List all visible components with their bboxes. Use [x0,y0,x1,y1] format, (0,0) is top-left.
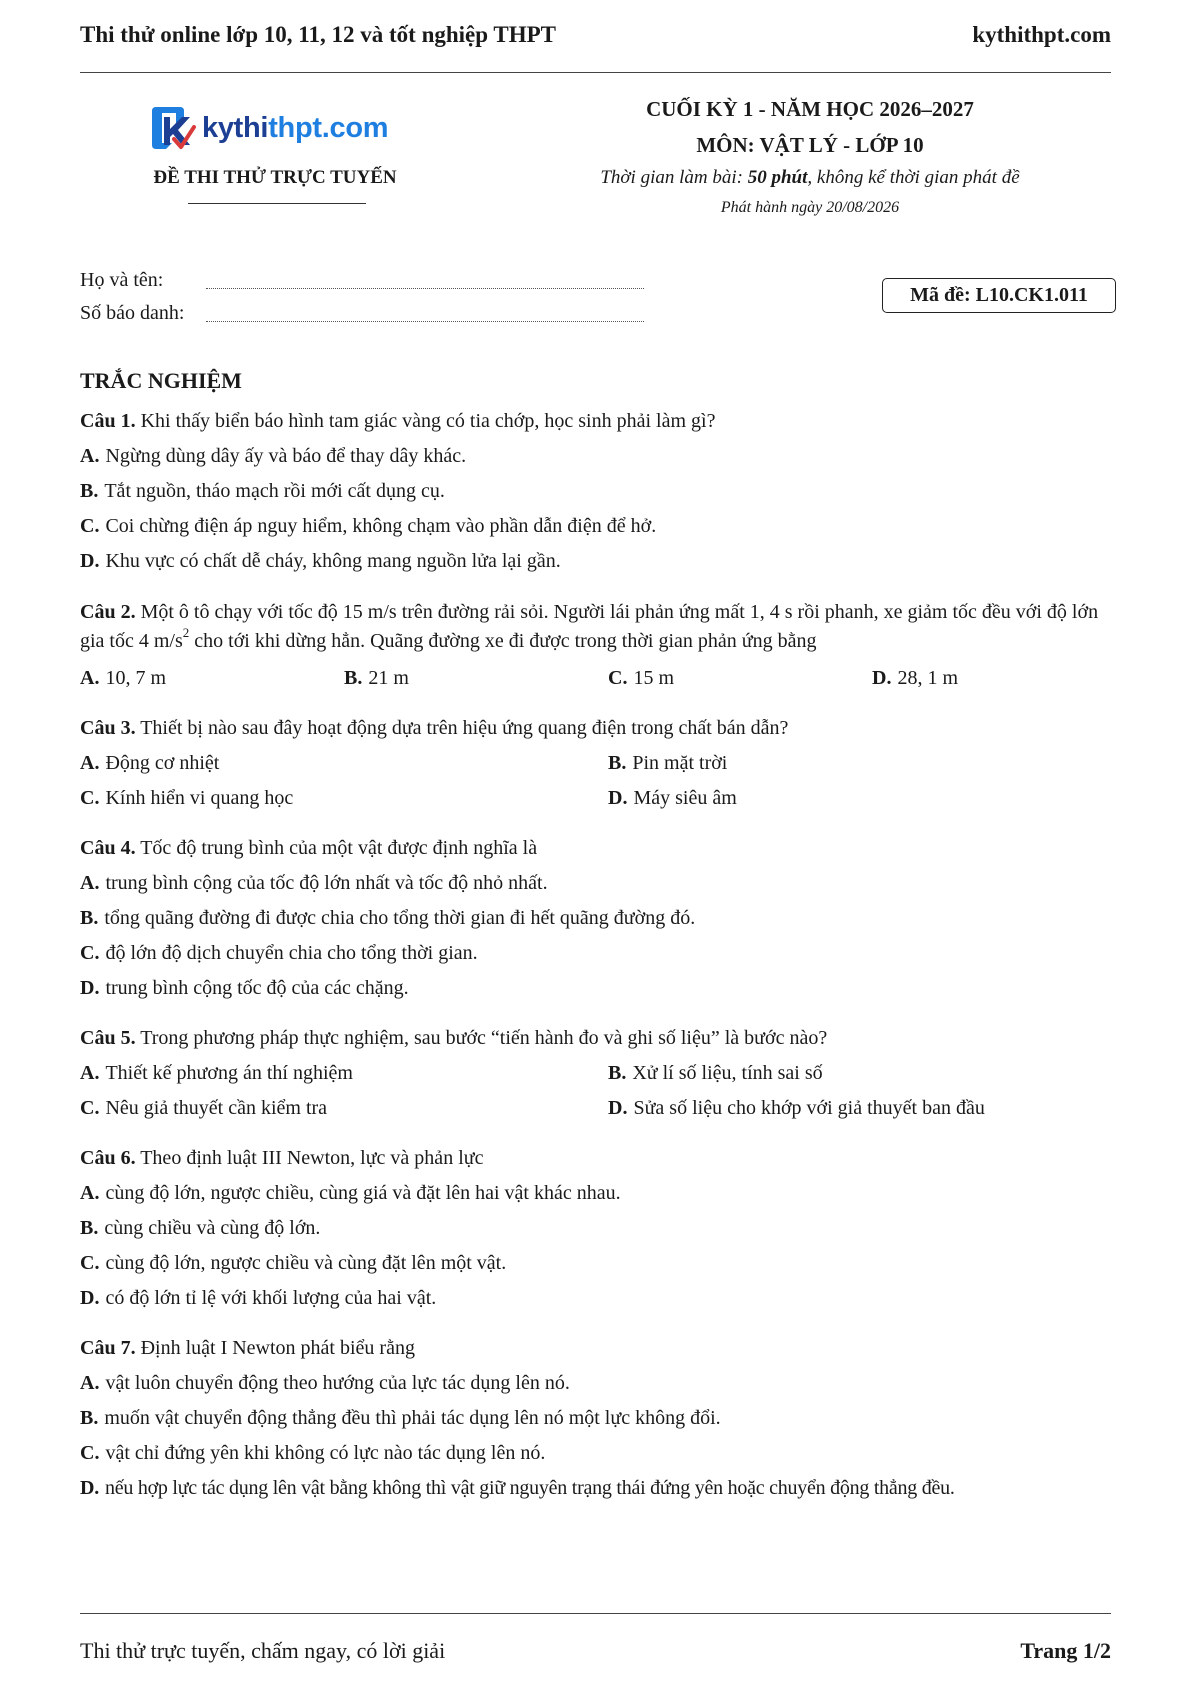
answer-option[interactable] [344,665,608,691]
exam-kind-underline [188,203,366,204]
header-site-name: kythithpt.com [972,22,1111,47]
question-stem [80,1145,1120,1171]
option-label: D. [80,977,100,999]
question-number: Câu 4. [80,837,136,859]
header-left-text: Thi thử online lớp 10, 11, 12 và tốt nghiệp THPT [80,22,556,47]
option-label: D. [872,667,892,689]
question-3 [80,715,1120,811]
answer-option[interactable] [80,1370,1120,1396]
answer-option[interactable] [80,1180,1120,1206]
question-5 [80,1025,1120,1121]
answer-option[interactable] [80,443,1120,469]
answer-option[interactable] [608,785,1120,811]
answer-option[interactable] [80,1475,1120,1501]
question-number: Câu 5. [80,1027,136,1049]
option-label: C. [80,515,100,537]
answer-option[interactable] [80,1060,608,1086]
answer-option[interactable] [80,750,608,776]
footer-tagline: Thi thử trực tuyến, chấm ngay, có lời giải [80,1638,446,1663]
question-stem [80,835,1120,861]
question-stem [80,408,1120,434]
question-stem [80,1025,1120,1051]
question-number: Câu 6. [80,1147,136,1169]
exam-duration-suffix: , không kể thời gian phát đề [807,167,1020,188]
option-text: tổng quãng đường đi được chia cho tổng thời gian đi hết quãng đường đó. [104,907,696,929]
option-text: Kính hiển vi quang học [105,787,294,809]
question-number: Câu 3. [80,717,136,739]
option-label: B. [80,907,99,929]
answer-option[interactable] [80,1285,1120,1311]
question-text: Khi thấy biển báo hình tam giác vàng có tia chớp, học sinh phải làm gì? [140,410,716,432]
question-6 [80,1145,1120,1311]
option-text: vật luôn chuyển động theo hướng của lực tác dụng lên nó. [105,1372,570,1394]
candidate-id-dotted-line[interactable] [206,297,644,322]
option-text: trung bình cộng tốc độ của các chặng. [105,977,409,999]
option-text: 28, 1 m [897,667,959,689]
option-label: A. [80,1182,100,1204]
header-divider [80,72,1111,73]
option-text: Coi chừng điện áp nguy hiểm, không chạm vào phần dẫn điện để hở. [105,515,657,537]
option-label: B. [80,1407,99,1429]
exam-subject: MÔN: VẬT LÝ - LỚP 10 [696,133,924,157]
question-4 [80,835,1120,1001]
question-number: Câu 1. [80,410,136,432]
option-label: B. [608,752,627,774]
option-label: A. [80,445,100,467]
answer-option[interactable] [80,905,1120,931]
candidate-name-label: Họ và tên: [80,269,164,291]
option-text: Khu vực có chất dễ cháy, không mang nguồn lửa lại gần. [105,550,561,572]
exam-duration-value: 50 phút [747,167,808,188]
option-label: D. [80,550,100,572]
answer-option[interactable] [80,975,1120,1001]
footer-divider [80,1613,1111,1614]
answer-option[interactable] [80,1405,1120,1431]
answer-option[interactable] [608,665,872,691]
option-text: 15 m [633,667,675,689]
question-text: Tốc độ trung bình của một vật được định nghĩa là [140,837,538,859]
question-stem [80,715,1120,741]
option-text: Máy siêu âm [633,787,737,809]
exam-content [80,368,1120,1510]
option-label: A. [80,1062,100,1084]
option-label: D. [80,1287,100,1309]
option-text: muốn vật chuyển động thẳng đều thì phải tác dụng lên nó một lực không đổi. [104,1407,721,1429]
kythithpt-logo-icon [150,103,196,153]
question-text-superscript: 2 [182,625,190,641]
answer-option[interactable] [80,513,1120,539]
option-text: Động cơ nhiệt [105,752,220,774]
option-text: Thiết kế phương án thí nghiệm [105,1062,353,1084]
exam-info-block [510,96,1110,218]
exam-kind-label: ĐỀ THI THỬ TRỰC TUYẾN [153,167,397,188]
section-title: TRẮC NGHIỆM [80,368,242,393]
page-number: Trang 1/2 [1020,1638,1111,1663]
option-label: B. [344,667,363,689]
option-text: trung bình cộng của tốc độ lớn nhất và tốc độ nhỏ nhất. [105,872,548,894]
logo-text-part1: kythi [202,111,269,144]
answer-option[interactable] [608,1060,1120,1086]
candidate-name-dotted-line[interactable] [206,264,644,289]
option-label: D. [608,1097,628,1119]
option-text: Tắt nguồn, tháo mạch rồi mới cất dụng cụ. [104,480,445,502]
question-1 [80,408,1120,574]
question-text: Theo định luật III Newton, lực và phản lực [140,1147,484,1169]
option-text: vật chỉ đứng yên khi không có lực nào tác dụng lên nó. [105,1442,546,1464]
answer-option[interactable] [80,1215,1120,1241]
question-2 [80,598,1120,691]
option-label: C. [80,1252,100,1274]
option-label: C. [80,1442,100,1464]
exam-duration-prefix: Thời gian làm bài: [600,167,748,188]
option-label: C. [80,942,100,964]
option-label: A. [80,1372,100,1394]
exam-code-box: Mã đề: L10.CK1.011 [882,278,1116,313]
answer-option[interactable] [80,870,1120,896]
answer-option[interactable] [80,785,608,811]
exam-release-date: Phát hành ngày 20/08/2026 [720,199,900,216]
option-text: độ lớn độ dịch chuyển chia cho tổng thời gian. [105,942,478,964]
logo-text-part2: thpt.com [268,111,389,144]
exam-term: CUỐI KỲ 1 - NĂM HỌC 2026–2027 [646,97,974,121]
candidate-name-field[interactable] [80,264,163,292]
answer-option[interactable] [80,665,344,691]
option-label: B. [80,480,99,502]
answer-option[interactable] [80,1250,1120,1276]
option-text: có độ lớn tỉ lệ với khối lượng của hai vật. [105,1287,437,1309]
question-number: Câu 2. [80,601,136,623]
logo-text [202,112,388,145]
question-7 [80,1335,1120,1501]
question-text-part2: cho tới khi dừng hẳn. Quãng đường xe đi được trong thời gian phản ứng bằng [189,630,817,652]
option-text: Ngừng dùng dây ấy và báo để thay dây khác. [105,445,467,467]
answer-option[interactable] [80,940,1120,966]
question-text: Thiết bị nào sau đây hoạt động dựa trên hiệu ứng quang điện trong chất bán dẫn? [140,717,789,739]
answer-options-grid [80,750,1120,811]
option-label: A. [80,872,100,894]
option-text: Xử lí số liệu, tính sai số [632,1062,823,1084]
answer-option[interactable] [80,548,1120,574]
answer-option[interactable] [872,665,1120,691]
question-text: Trong phương pháp thực nghiệm, sau bước “tiến hành đo và ghi số liệu” là bước nào? [140,1027,828,1049]
option-text: cùng chiều và cùng độ lớn. [104,1217,321,1239]
option-text: cùng độ lớn, ngược chiều, cùng giá và đặt lên hai vật khác nhau. [105,1182,621,1204]
option-label: A. [80,752,100,774]
answer-option[interactable] [80,1095,608,1121]
candidate-id-label: Số báo danh: [80,302,185,324]
candidate-id-field[interactable] [80,297,184,325]
option-text: Pin mặt trời [632,752,728,774]
option-label: D. [608,787,628,809]
answer-options-row [80,665,1120,691]
option-label: D. [80,1477,99,1499]
option-text: 10, 7 m [105,667,167,689]
question-number: Câu 7. [80,1337,136,1359]
answer-option[interactable] [80,1440,1120,1466]
answer-option[interactable] [608,1095,1120,1121]
option-text: Sửa số liệu cho khớp với giả thuyết ban đầu [633,1097,985,1119]
option-label: B. [80,1217,99,1239]
question-stem [80,598,1120,656]
option-text: Nêu giả thuyết cần kiểm tra [105,1097,328,1119]
site-logo [150,101,388,155]
option-text: nếu hợp lực tác dụng lên vật bằng không thì vật giữ nguyên trạng thái đứng yên hoặc chuyển động thẳng đều. [104,1477,955,1499]
question-stem [80,1335,1120,1361]
option-label: C. [80,787,100,809]
answer-options-grid [80,1060,1120,1121]
option-text: cùng độ lớn, ngược chiều và cùng đặt lên một vật. [105,1252,507,1274]
option-label: C. [608,667,628,689]
question-text-part1: Một ô tô chạy với tốc độ 15 m/s trên đường rải sỏi. Người lái phản ứng mất 1, 4 s rồi phanh, xe giảm tốc đều với độ lớn gia tốc 4 m/s [80,601,1099,652]
answer-option[interactable] [608,750,1120,776]
question-text: Định luật I Newton phát biểu rằng [140,1337,415,1359]
exam-duration [510,166,1110,190]
option-label: C. [80,1097,100,1119]
option-text: 21 m [368,667,409,689]
option-label: A. [80,667,100,689]
answer-option[interactable] [80,478,1120,504]
option-label: B. [608,1062,627,1084]
